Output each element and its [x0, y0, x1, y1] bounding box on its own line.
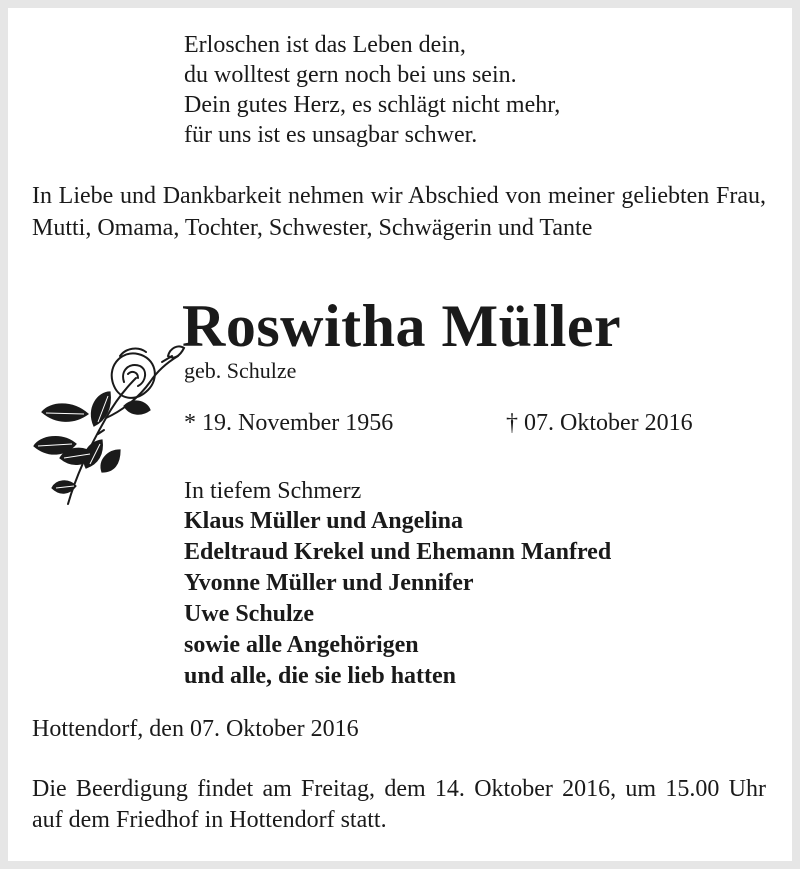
death-date: † 07. Oktober 2016 — [506, 410, 693, 436]
poem-line: für uns ist es unsagbar schwer. — [184, 122, 478, 148]
mourners-list — [184, 506, 784, 692]
birth-date: * 19. November 1956 — [184, 410, 394, 436]
place-date: Hottendorf, den 07. Oktober 2016 — [32, 716, 359, 742]
maiden-name: geb. Schulze — [184, 358, 297, 383]
poem-line: Dein gutes Herz, es schlägt nicht mehr, — [184, 92, 561, 118]
obituary-notice — [8, 8, 792, 861]
mourner-entry: Edeltraud Krekel und Ehemann Manfred — [184, 539, 612, 565]
intro-text: In Liebe und Dankbarkeit nehmen wir Abschied von meiner geliebten Frau, Mutti, Omama, Tochter, Schwester, Schwägerin und Tante — [32, 183, 766, 241]
poem-line: Erloschen ist das Leben dein, — [184, 32, 466, 58]
mourner-entry: sowie alle Angehörigen — [184, 632, 419, 658]
rose-illustration-icon — [28, 326, 188, 506]
memorial-poem — [184, 30, 744, 150]
deceased-name: Roswitha Müller — [182, 293, 622, 359]
poem-line: du wolltest gern noch bei uns sein. — [184, 62, 517, 88]
grief-line: In tiefem Schmerz — [184, 478, 362, 504]
mourner-entry: und alle, die sie lieb hatten — [184, 663, 457, 689]
mourner-entry: Uwe Schulze — [184, 601, 314, 627]
mourner-entry: Yvonne Müller und Jennifer — [184, 570, 474, 596]
mourner-entry: Klaus Müller und Angelina — [184, 508, 463, 534]
funeral-info: Die Beerdigung findet am Freitag, dem 14. Oktober 2016, um 15.00 Uhr auf dem Friedhof in Hottendorf statt. — [32, 776, 766, 833]
